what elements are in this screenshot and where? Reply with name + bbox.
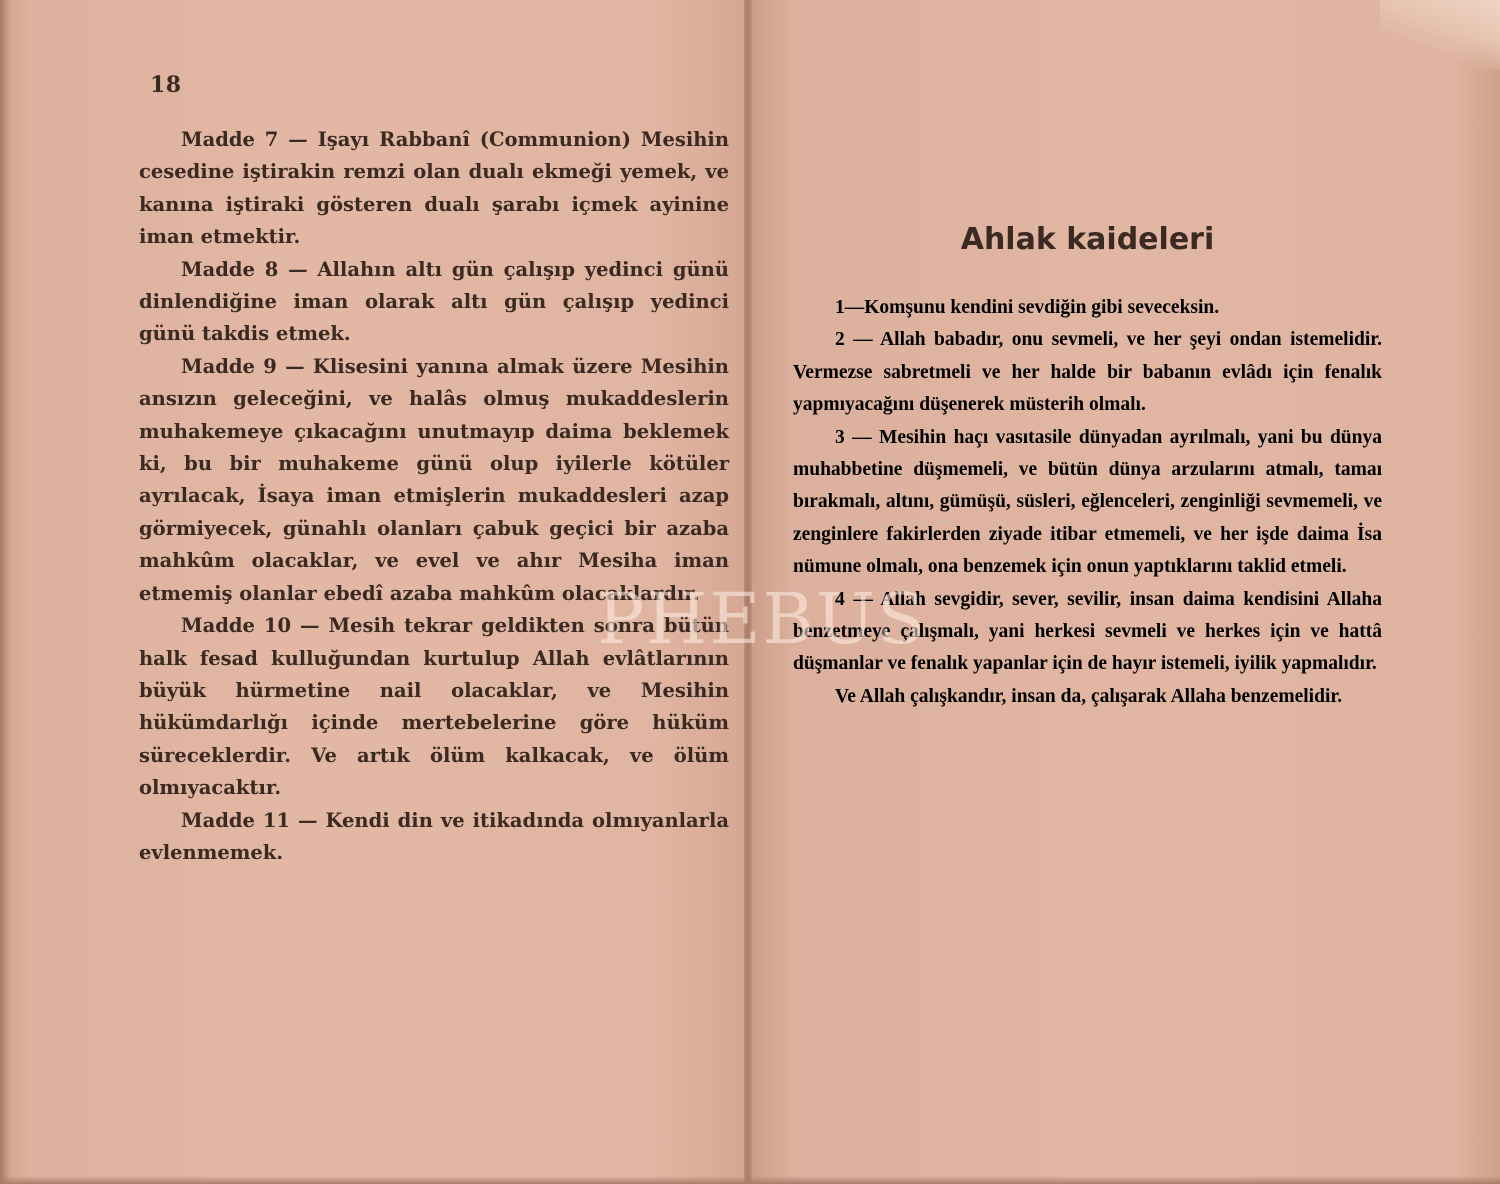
paragraph-madde-7: Madde 7 — Işayı Rabbanî (Communion) Mesihin cesedine iştirakin remzi olan dualı ekmeği yemek, ve kanına iştiraki gösteren dualı şarabı içmek ayinine iman etmektir. [139,128,729,249]
torn-corner [1380,0,1500,70]
paragraph-rule-5: Ve Allah çalışkandır, insan da, çalışarak Allaha benzemelidir. [835,685,1343,707]
right-page-text [793,292,1382,713]
left-page [0,0,748,1184]
left-edge-shadow [0,0,10,1184]
paragraph-rule-2: 2 — Allah babadır, onu sevmeli, ve her şeyi ondan istemelidir. Vermezse sabretmeli ve her halde bir babanın evlâdı için fenalık yapmıyacağını düşenerek müsterih olmalı. [793,329,1382,416]
bottom-edge-shadow [0,1176,1500,1184]
paragraph-rule-1: 1—Komşunu kendini sevdiğin gibi seveceksin. [835,297,1220,318]
paragraph-madde-10: Madde 10 — Mesih tekrar geldikten sonra bütün halk fesad kulluğundan kurtulup Allah evlâtlarının büyük hürmetine nail olacaklar, ve Mesihin hükümdarlığı içinde mertebelerine göre hüküm süreceklerdir. Ve artık ölüm kalkacak, ve ölüm olmıyacaktır. [139,614,729,800]
page-number: 18 [150,72,182,98]
watermark: PHEBUS [597,578,927,660]
left-page-text [139,124,729,869]
paragraph-rule-3: 3 — Mesihin haçı vasıtasile dünyadan ayrılmalı, yani bu dünya muhabbetine düşmemeli, ve bütün dünya arzularını atmalı, tamaı bırakmalı, altını, gümüşü, süsleri, eğlenceleri, zenginliği sevmemeli, ve zenginlere fakirlerden ziyade itibar etmemeli, ve her işde daima İsa nümune olmalı, ona benzemek için onun yaptıklarını taklid etmeli. [793,426,1382,578]
paragraph-madde-9: Madde 9 — Klisesini yanına almak üzere Mesihin ansızın geleceğini, ve halâs olmuş mukaddeslerin muhakemeye çıkacağını unutmayıp daima beklemek ki, bu bir muhakeme günü olup iyilerle kötüler ayrılacak, İsaya iman etmişlerin mukaddesleri azap görmiyecek, günahlı olanları çabuk geçici bir azaba mahkûm olacaklar, ve evel ve ahır Mesiha iman etmemiş olanlar ebedî azaba mahkûm olacaklardır. [139,354,729,605]
paragraph-madde-11: Madde 11 — Kendi din ve itikadında olmıyanlarla evlenmemek. [139,808,729,864]
paragraph-madde-8: Madde 8 — Allahın altı gün çalışıp yedinci günü dinlendiğine iman olarak altı gün çalışıp yedinci günü takdis etmek. [139,257,729,346]
section-heading: Ahlak kaideleri [960,222,1215,257]
paragraph-rule-4: 4 — Allah sevgidir, sever, sevilir, insan daima kendisini Allaha benzetmeye çalışmalı, yani herkesi sevmeli ve herkes için ve hattâ düşmanlar ve fenalık yapanlar için de hayır istemeli, iyilik yapmalıdır. [793,588,1382,675]
book-gutter [744,0,752,1184]
